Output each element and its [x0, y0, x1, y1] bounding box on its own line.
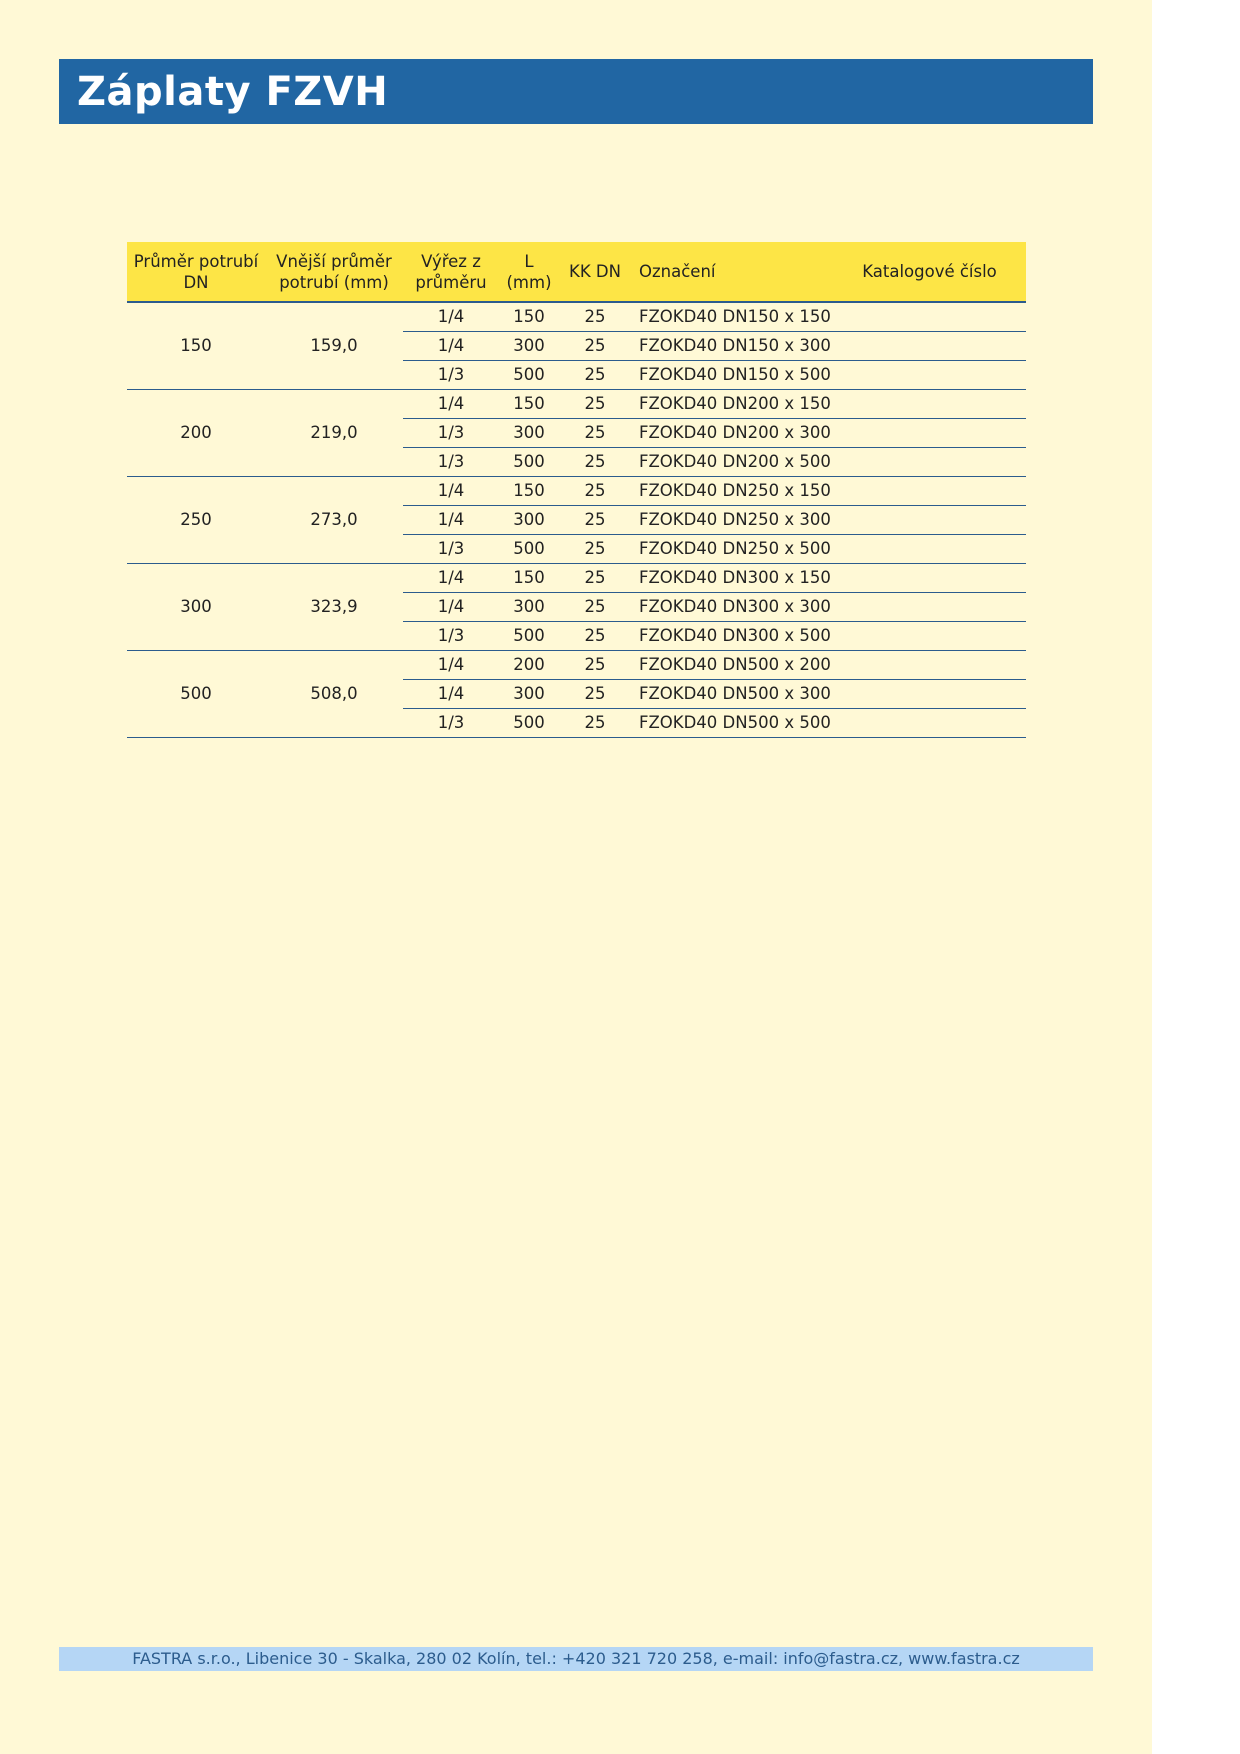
cell-catalog — [833, 419, 1026, 448]
footer-contact: FASTRA s.r.o., Libenice 30 - Skalka, 280 02 Kolín, tel.: +420 321 720 258, e-mail: info@fastra.cz, www.fastra.cz — [59, 1647, 1093, 1671]
cell-dn: 200 — [127, 390, 265, 477]
cell-length: 300 — [499, 506, 559, 535]
cell-cut: 1/4 — [403, 477, 499, 506]
cell-cut: 1/3 — [403, 448, 499, 477]
cell-kk-dn: 25 — [559, 535, 631, 564]
cell-designation: FZOKD40 DN250 x 300 — [631, 506, 833, 535]
cell-designation: FZOKD40 DN300 x 150 — [631, 564, 833, 593]
header-outer-diameter: Vnější průměr potrubí (mm) — [265, 242, 403, 302]
cell-kk-dn: 25 — [559, 651, 631, 680]
cell-cut: 1/4 — [403, 390, 499, 419]
table-row — [127, 390, 1026, 419]
cell-catalog — [833, 302, 1026, 332]
cell-outer-diameter: 508,0 — [265, 651, 403, 738]
cell-length: 300 — [499, 332, 559, 361]
cell-catalog — [833, 361, 1026, 390]
page-title: Záplaty FZVH — [77, 68, 389, 115]
cell-catalog — [833, 477, 1026, 506]
cell-kk-dn: 25 — [559, 332, 631, 361]
cell-cut: 1/4 — [403, 680, 499, 709]
cell-designation: FZOKD40 DN500 x 200 — [631, 651, 833, 680]
cell-length: 500 — [499, 361, 559, 390]
header-catalog: Katalogové číslo — [833, 242, 1026, 302]
cell-designation: FZOKD40 DN200 x 150 — [631, 390, 833, 419]
cell-designation: FZOKD40 DN200 x 500 — [631, 448, 833, 477]
cell-dn: 500 — [127, 651, 265, 738]
cell-kk-dn: 25 — [559, 709, 631, 738]
table-row — [127, 564, 1026, 593]
cell-cut: 1/3 — [403, 709, 499, 738]
cell-length: 300 — [499, 419, 559, 448]
cell-dn: 300 — [127, 564, 265, 651]
cell-outer-diameter: 323,9 — [265, 564, 403, 651]
cell-kk-dn: 25 — [559, 506, 631, 535]
cell-catalog — [833, 651, 1026, 680]
cell-cut: 1/4 — [403, 302, 499, 332]
cell-catalog — [833, 448, 1026, 477]
cell-catalog — [833, 390, 1026, 419]
table-row — [127, 477, 1026, 506]
table-header-row — [127, 242, 1026, 302]
cell-length: 500 — [499, 448, 559, 477]
cell-kk-dn: 25 — [559, 593, 631, 622]
cell-outer-diameter: 219,0 — [265, 390, 403, 477]
cell-cut: 1/3 — [403, 622, 499, 651]
cell-outer-diameter: 273,0 — [265, 477, 403, 564]
cell-cut: 1/4 — [403, 332, 499, 361]
cell-kk-dn: 25 — [559, 477, 631, 506]
cell-kk-dn: 25 — [559, 361, 631, 390]
cell-cut: 1/3 — [403, 535, 499, 564]
cell-length: 500 — [499, 709, 559, 738]
cell-catalog — [833, 680, 1026, 709]
header-kk-dn: KK DN — [559, 242, 631, 302]
cell-length: 500 — [499, 535, 559, 564]
cell-designation: FZOKD40 DN300 x 300 — [631, 593, 833, 622]
cell-catalog — [833, 709, 1026, 738]
cell-designation: FZOKD40 DN250 x 500 — [631, 535, 833, 564]
cell-outer-diameter: 159,0 — [265, 302, 403, 390]
cell-catalog — [833, 622, 1026, 651]
table-body — [127, 302, 1026, 738]
cell-length: 300 — [499, 680, 559, 709]
cell-cut: 1/3 — [403, 361, 499, 390]
cell-catalog — [833, 593, 1026, 622]
cell-designation: FZOKD40 DN150 x 150 — [631, 302, 833, 332]
cell-kk-dn: 25 — [559, 302, 631, 332]
header-length: L (mm) — [499, 242, 559, 302]
cell-catalog — [833, 506, 1026, 535]
cell-length: 300 — [499, 593, 559, 622]
cell-cut: 1/4 — [403, 651, 499, 680]
table-row — [127, 651, 1026, 680]
cell-length: 500 — [499, 622, 559, 651]
cell-cut: 1/4 — [403, 506, 499, 535]
cell-kk-dn: 25 — [559, 564, 631, 593]
header-dn: Průměr potrubí DN — [127, 242, 265, 302]
cell-kk-dn: 25 — [559, 622, 631, 651]
title-bar — [59, 59, 1093, 124]
cell-designation: FZOKD40 DN150 x 500 — [631, 361, 833, 390]
cell-length: 200 — [499, 651, 559, 680]
cell-kk-dn: 25 — [559, 390, 631, 419]
cell-kk-dn: 25 — [559, 680, 631, 709]
cell-designation: FZOKD40 DN250 x 150 — [631, 477, 833, 506]
cell-cut: 1/3 — [403, 419, 499, 448]
table-row — [127, 302, 1026, 332]
cell-length: 150 — [499, 564, 559, 593]
cell-length: 150 — [499, 477, 559, 506]
cell-kk-dn: 25 — [559, 419, 631, 448]
cell-designation: FZOKD40 DN150 x 300 — [631, 332, 833, 361]
cell-length: 150 — [499, 390, 559, 419]
cell-kk-dn: 25 — [559, 448, 631, 477]
cell-catalog — [833, 332, 1026, 361]
cell-designation: FZOKD40 DN500 x 500 — [631, 709, 833, 738]
cell-designation: FZOKD40 DN200 x 300 — [631, 419, 833, 448]
cell-cut: 1/4 — [403, 564, 499, 593]
header-cut: Výřez z průměru — [403, 242, 499, 302]
cell-designation: FZOKD40 DN300 x 500 — [631, 622, 833, 651]
cell-catalog — [833, 564, 1026, 593]
cell-dn: 150 — [127, 302, 265, 390]
cell-cut: 1/4 — [403, 593, 499, 622]
header-designation: Označení — [631, 242, 833, 302]
cell-catalog — [833, 535, 1026, 564]
cell-dn: 250 — [127, 477, 265, 564]
cell-length: 150 — [499, 302, 559, 332]
cell-designation: FZOKD40 DN500 x 300 — [631, 680, 833, 709]
product-table — [127, 242, 1026, 738]
